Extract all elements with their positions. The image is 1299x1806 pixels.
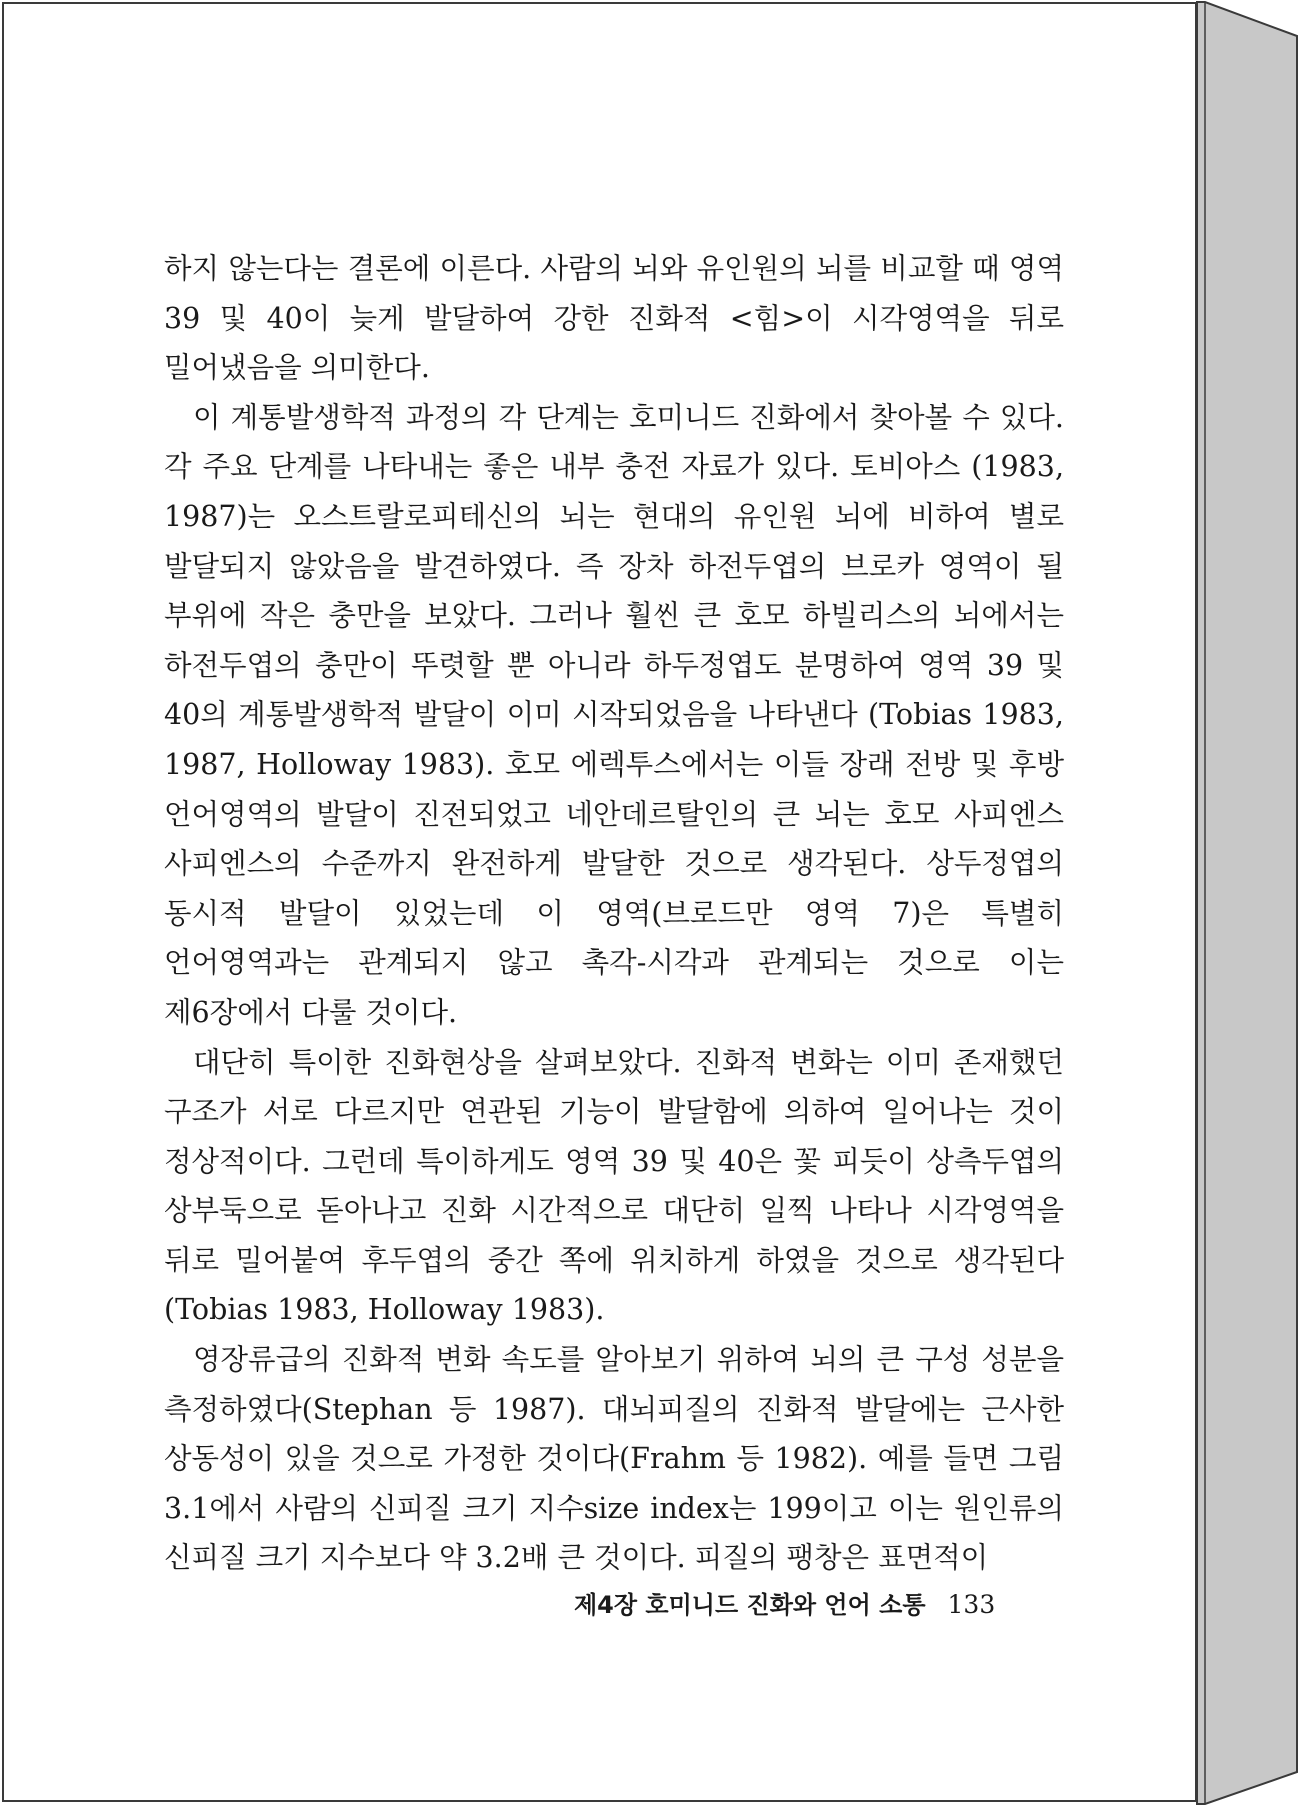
paragraph-2: 이 계통발생학적 과정의 각 단계는 호미니드 진화에서 찾아볼 수 있다. 각 주요 단계를 나타내는 좋은 내부 충전 자료가 있다. 토비아스 (1983, 1987)는 오스트랄로피테신의 뇌는 현대의 유인원 뇌에 비하여 별로 발달되지 않았음을 발견하였다. 즉 장차 하전두엽의 브로카 영역이 될 부위에 작은 충만을 보았다. 그러나 훨씬 큰 호모 하빌리스의 뇌에서는 하전두엽의 충만이 뚜렷할 뿐 아니라 하두정엽도 분명하여 영역 39 및 40의 계통발생학적 발달이 이미 시작되었음을 나타낸다 (Tobias 1983, 1987, Holloway 1983). 호모 에렉투스에서는 이들 장래 전방 및 후방 언어영역의 발달이 진전되었고 네안데르탈인의 큰 뇌는 호모 사피엔스 사피엔스의 수준까지 완전하게 발달한 것으로 생각된다. 상두정엽의 동시적 발달이 있었는데 이 영역(브로드만 영역 7)은 특별히 언어영역과는 관계되지 않고 촉각-시각과 관계되는 것으로 이는 제6장에서 다룰 것이다.	[164, 400, 1064, 1029]
paragraph-1: 하지 않는다는 결론에 이른다. 사람의 뇌와 유인원의 뇌를 비교할 때 영역 39 및 40이 늦게 발달하여 강한 진화적 <힘>이 시각영역을 뒤로 밀어냈음을 의미한다.	[164, 252, 1064, 385]
chapter-title: 제4장 호미니드 진화와 언어 소통	[574, 1591, 926, 1619]
page-number: 133	[947, 1590, 996, 1619]
page-footer	[574, 1580, 1034, 1630]
paragraph-3: 대단히 특이한 진화현상을 살펴보았다. 진화적 변화는 이미 존재했던 구조가 서로 다르지만 연관된 기능이 발달함에 의하여 일어나는 것이 정상적이다. 그런데 특이하게도 영역 39 및 40은 꽃 피듯이 상측두엽의 상부둑으로 돋아나고 진화 시간적으로 대단히 일찍 나타나 시각영역을 뒤로 밀어붙여 후두엽의 중간 쪽에 위치하게 하였을 것으로 생각된다(Tobias 1983, Holloway 1983).	[164, 1045, 1064, 1327]
body-text	[164, 244, 1064, 1583]
paragraph-4: 영장류급의 진화적 변화 속도를 알아보기 위하여 뇌의 큰 구성 성분을 측정하였다(Stephan 등 1987). 대뇌피질의 진화적 발달에는 근사한 상동성이 있을 것으로 가정한 것이다(Frahm 등 1982). 예를 들면 그림 3.1에서 사람의 신피질 크기 지수size index는 199이고 이는 원인류의 신피질 크기 지수보다 약 3.2배 큰 것이다. 피질의 팽창은 표면적이	[164, 1343, 1064, 1575]
book-page	[2, 2, 1197, 1802]
